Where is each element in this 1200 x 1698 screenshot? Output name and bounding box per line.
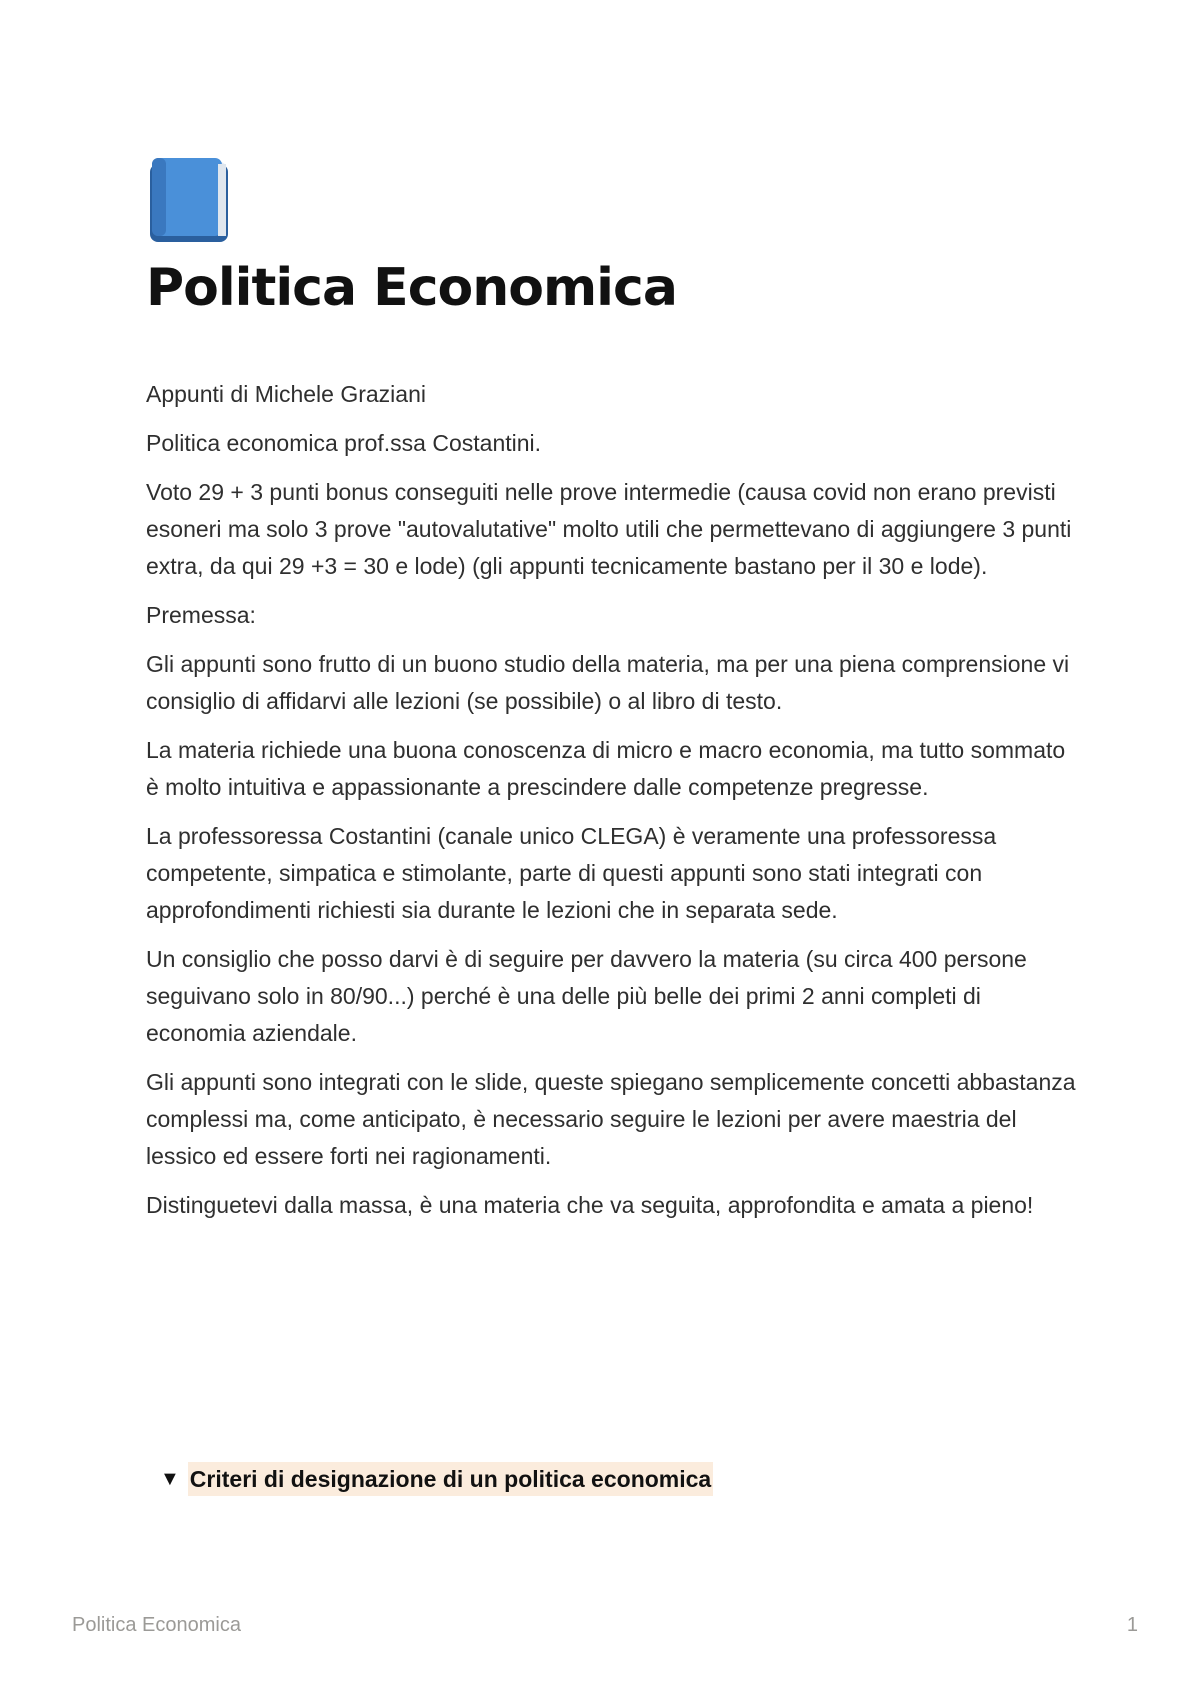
toggle-arrow-icon[interactable]: ▼ [160,1467,180,1490]
blue-book-icon [148,158,232,244]
paragraph-professor-note: La professoressa Costantini (canale unico CLEGA) è veramente una professoressa competente, simpatica e stimolante, parte di questi appunti sono stati integrati con approfondimenti richiesti sia durante le lezioni che in separata sede. [146,823,997,923]
toggle-block-criteri[interactable] [160,1462,713,1496]
paragraph-advice: Un consiglio che posso darvi è di seguire per davvero la materia (su circa 400 persone seguivano solo in 80/90...) perché è una delle più belle dei primi 2 anni completi di economia aziendale. [146,946,1027,1046]
toggle-label: Criteri di designazione di un politica economica [188,1462,713,1496]
page-title: Politica Economica [146,258,677,318]
paragraph-closing: Distinguetevi dalla massa, è una materia che va seguita, approfondita e amata a pieno! [146,1192,1034,1218]
paragraph-subject-note: La materia richiede una buona conoscenza di micro e macro economia, ma tutto sommato è molto intuitiva e appassionante a prescindere dalle competenze pregresse. [146,737,1066,800]
paragraph-slides-note: Gli appunti sono integrati con le slide, queste spiegano semplicemente concetti abbastanza complessi ma, come anticipato, è necessario seguire le lezioni per avere maestria del lessico ed essere forti nei ragionamenti. [146,1069,1076,1169]
paragraph-author: Appunti di Michele Graziani [146,381,426,407]
paragraph-premise-heading: Premessa: [146,602,256,628]
paragraph-grade: Voto 29 + 3 punti bonus conseguiti nelle prove intermedie (causa covid non erano previsti esoneri ma solo 3 prove "autovalutative" molto utili che permettevano di aggiungere 3 punti extra, da qui 29 +3 = 30 e lode) (gli appunti tecnicamente bastano per il 30 e lode). [146,479,1072,579]
paragraph-study-note: Gli appunti sono frutto di un buono studio della materia, ma per una piena comprensione vi consiglio di affidarvi alle lezioni (se possibile) o al libro di testo. [146,651,1070,714]
footer-title: Politica Economica [72,1614,241,1636]
page-content [146,376,1076,1236]
paragraph-course: Politica economica prof.ssa Costantini. [146,430,542,456]
page-number: 1 [1126,1614,1138,1636]
